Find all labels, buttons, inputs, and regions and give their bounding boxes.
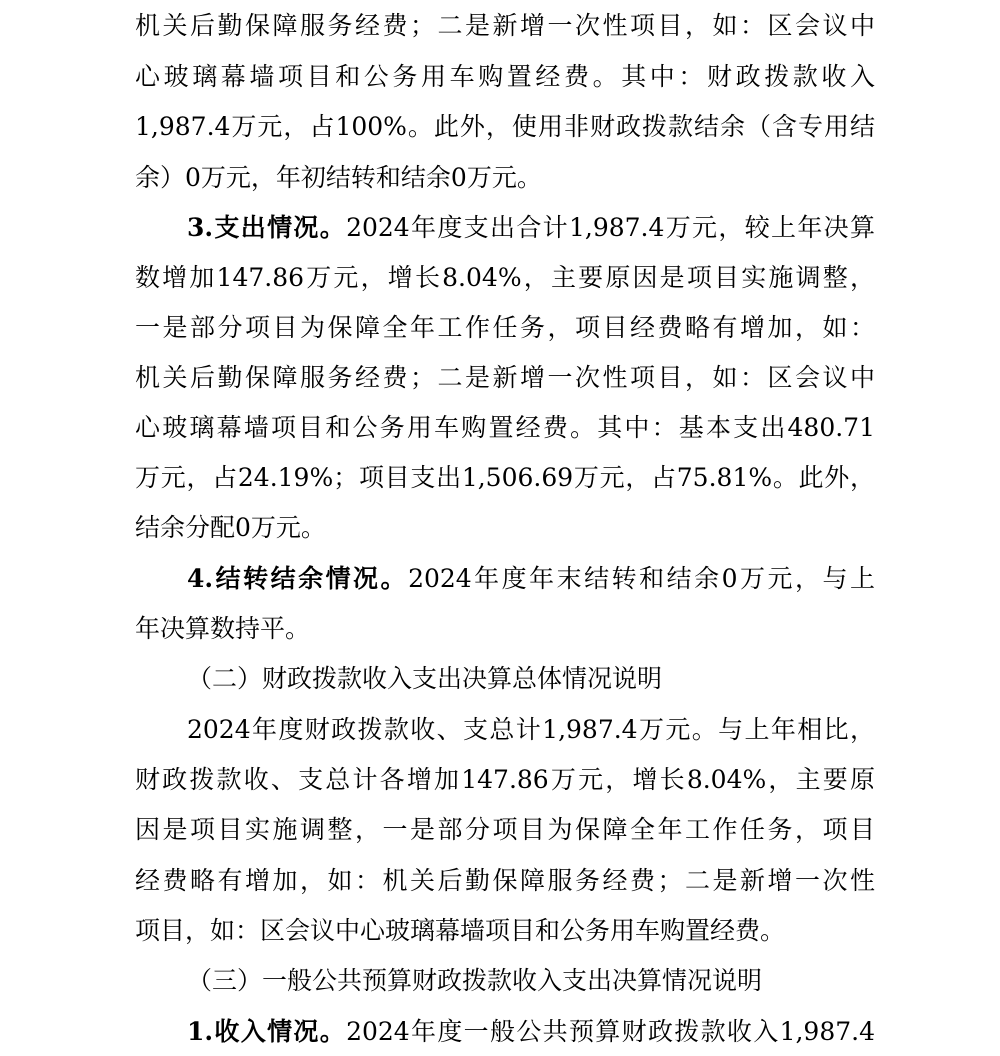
subsection-heading-fiscal-overview: （二）财政拨款收入支出决算总体情况说明 <box>187 664 663 693</box>
heading-text: 2024年度一般公共预算财政拨款收入1,987.4 <box>346 1017 875 1046</box>
body-line: 心玻璃幕墙项目和公务用车购置经费。其中：财政拨款收入 <box>135 62 875 91</box>
body-line: 项目，如：区会议中心玻璃幕墙项目和公务用车购置经费。 <box>135 916 786 945</box>
body-line: 财政拨款收、支总计各增加147.86万元，增长8.04%，主要原 <box>135 765 875 794</box>
body-line: 万元，占24.19%；项目支出1,506.69万元，占75.81%。此外， <box>135 463 875 492</box>
heading-lead: 3.支出情况。 <box>187 213 347 242</box>
body-line: 余）0万元，年初结转和结余0万元。 <box>135 163 542 192</box>
body-line: 一是部分项目为保障全年工作任务，项目经费略有增加，如： <box>135 313 875 342</box>
body-line: 因是项目实施调整，一是部分项目为保障全年工作任务，项目 <box>135 815 875 844</box>
section-heading-expenditure <box>135 208 875 248</box>
section-heading-carryover <box>135 559 875 599</box>
heading-text: 2024年度支出合计1,987.4万元，较上年决算 <box>346 213 875 242</box>
body-line: 经费略有增加，如：机关后勤保障服务经费；二是新增一次性 <box>135 866 875 895</box>
body-line: 结余分配0万元。 <box>135 513 326 542</box>
body-line: 机关后勤保障服务经费；二是新增一次性项目，如：区会议中 <box>135 363 875 392</box>
body-line: 年决算数持平。 <box>135 614 311 643</box>
heading-lead: 4.结转结余情况。 <box>187 564 409 593</box>
body-line: 1,987.4万元，占100%。此外，使用非财政拨款结余（含专用结 <box>135 112 875 141</box>
body-line: 机关后勤保障服务经费；二是新增一次性项目，如：区会议中 <box>135 11 875 40</box>
subsection-heading-general-budget: （三）一般公共预算财政拨款收入支出决算情况说明 <box>187 966 763 995</box>
body-line: 心玻璃幕墙项目和公务用车购置经费。其中：基本支出480.71 <box>135 413 875 442</box>
body-line: 2024年度财政拨款收、支总计1,987.4万元。与上年相比， <box>187 715 875 744</box>
section-heading-income <box>135 1012 875 1052</box>
body-line: 数增加147.86万元，增长8.04%，主要原因是项目实施调整， <box>135 263 875 292</box>
heading-text: 2024年度年末结转和结余0万元，与上 <box>408 564 875 593</box>
heading-lead: 1.收入情况。 <box>187 1017 347 1046</box>
